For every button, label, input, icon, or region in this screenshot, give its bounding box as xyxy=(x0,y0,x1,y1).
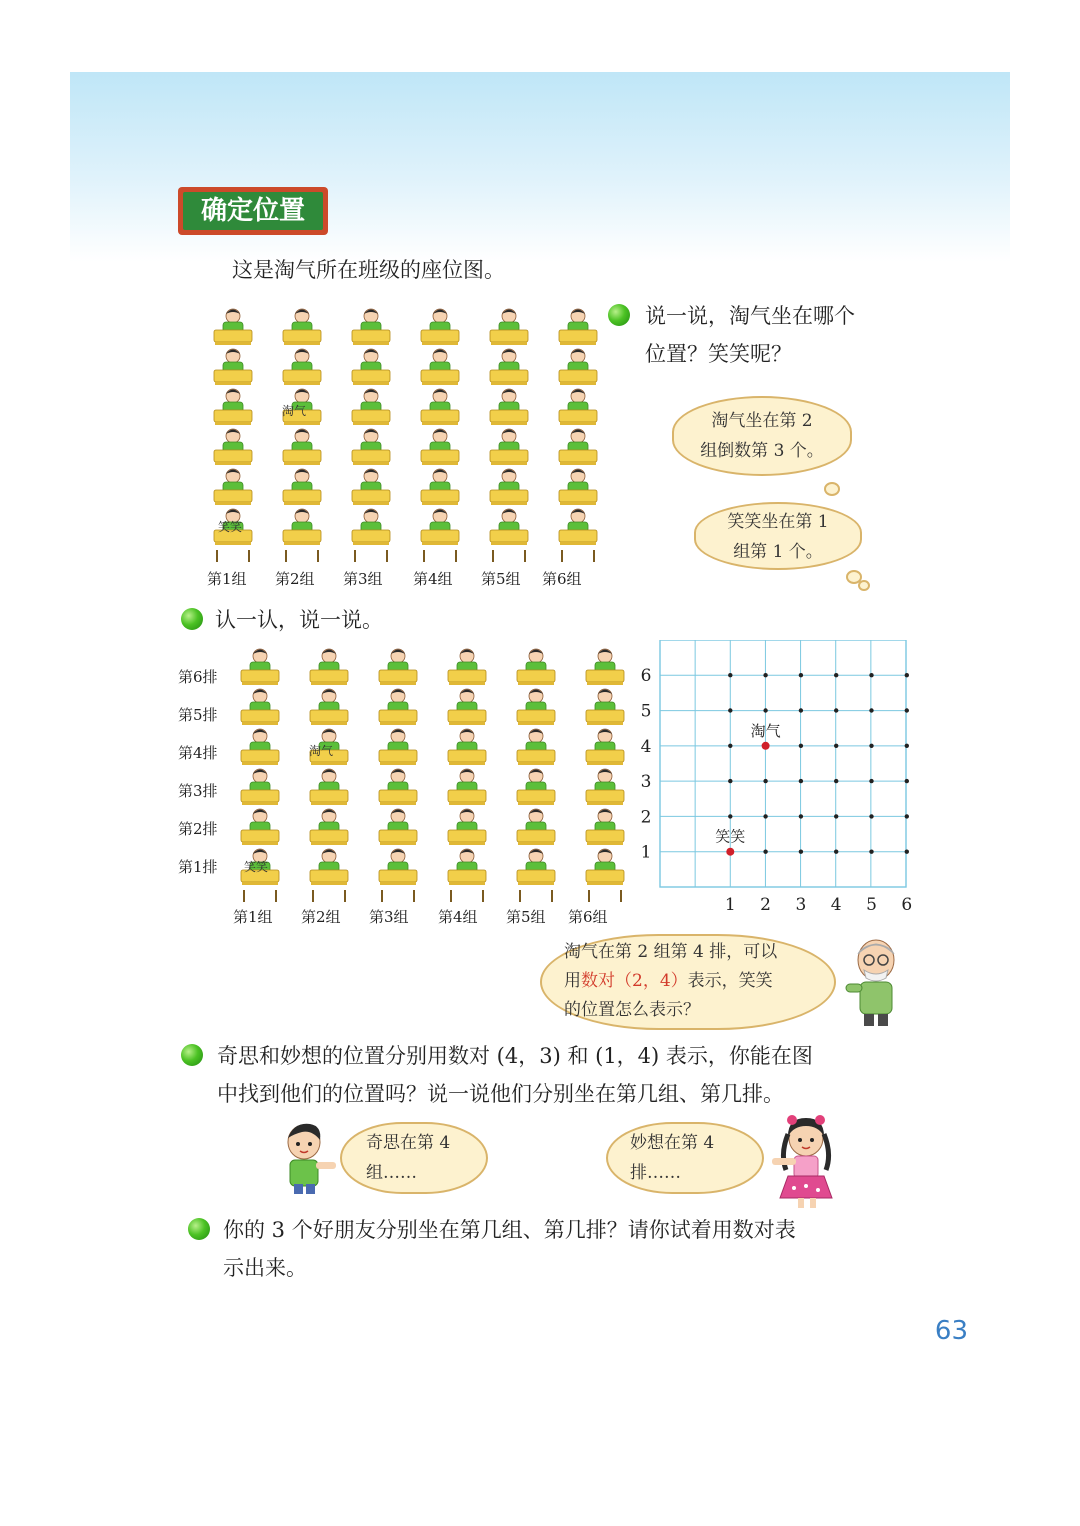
row-label: 第4排 xyxy=(178,744,218,762)
student-seat xyxy=(214,389,252,425)
student-seat xyxy=(379,809,417,845)
seating-chart-1 xyxy=(205,300,605,565)
bubble-text: 用 xyxy=(564,971,581,991)
question-4-line1: 你的 3 个好朋友分别坐在第几组、第几排？请你试着用数对表 xyxy=(223,1218,796,1242)
group-label: 第2组 xyxy=(301,908,341,926)
y-tick-label: 3 xyxy=(640,772,652,793)
student-seat xyxy=(352,509,390,545)
section-2-heading: 认一认，说一说。 xyxy=(215,608,383,632)
grid-point xyxy=(799,744,803,748)
student-seat xyxy=(379,649,417,685)
question-1-line2: 位置？笑笑呢？ xyxy=(645,342,792,366)
student-seat xyxy=(310,769,348,805)
bullet-icon xyxy=(181,608,203,630)
student-seat xyxy=(490,469,528,505)
grid-point xyxy=(799,673,803,677)
page-number: 63 xyxy=(934,1316,968,1346)
student-seat xyxy=(379,729,417,765)
bubble-tail xyxy=(858,580,870,591)
xiaoxiao-point-label: 笑笑 xyxy=(715,827,746,846)
x-tick-label: 5 xyxy=(866,895,877,915)
student-seat xyxy=(283,509,321,545)
page-title: 确定位置 xyxy=(183,192,323,230)
student-seat xyxy=(421,349,459,385)
student-seat xyxy=(421,469,459,505)
student-seat xyxy=(241,689,279,725)
grid-point xyxy=(869,673,873,677)
group-label: 第3组 xyxy=(343,570,383,588)
student-seat xyxy=(586,689,624,725)
grid-point xyxy=(728,744,732,748)
number-pair-highlight: 数对（2，4） xyxy=(581,971,688,991)
student-seat xyxy=(421,389,459,425)
taoqi-point xyxy=(762,742,770,750)
y-tick-label: 1 xyxy=(640,842,652,863)
x-tick-label: 6 xyxy=(901,895,913,915)
student-seat xyxy=(490,429,528,465)
student-seat xyxy=(214,309,252,345)
student-seat xyxy=(421,309,459,345)
question-1-line1: 说一说，淘气坐在哪个 xyxy=(645,304,855,328)
coordinate-grid xyxy=(630,640,920,920)
row-label: 第3排 xyxy=(178,782,218,800)
grid-point xyxy=(869,744,873,748)
row-label: 第5排 xyxy=(178,706,218,724)
y-tick-label: 5 xyxy=(640,701,652,722)
row-label: 第2排 xyxy=(178,820,218,838)
student-seat xyxy=(490,349,528,385)
student-seat xyxy=(283,469,321,505)
grid-point xyxy=(728,814,732,818)
y-tick-label: 6 xyxy=(640,666,652,687)
student-seat xyxy=(586,849,624,885)
student-seat xyxy=(352,469,390,505)
grid-point xyxy=(834,708,838,712)
qisi-boy-figure xyxy=(276,1120,340,1196)
bubble-text: 表示，笑笑 xyxy=(687,971,773,991)
seating-chart-2 xyxy=(232,640,632,902)
student-seat xyxy=(517,849,555,885)
xiaoxiao-seat-tag: 笑笑 xyxy=(244,860,269,874)
student-seat xyxy=(448,689,486,725)
y-tick-label: 2 xyxy=(640,807,652,828)
student-seat xyxy=(448,649,486,685)
question-3-line2: 中找到他们的位置吗？说一说他们分别坐在第几组、第几排。 xyxy=(217,1082,784,1106)
bubble-text: 奇思在第 4 xyxy=(366,1133,451,1153)
title-badge xyxy=(178,187,328,235)
question-3-line1: 奇思和妙想的位置分别用数对 (4，3) 和 (1，4) 表示，你能在图 xyxy=(217,1044,813,1068)
student-seat xyxy=(283,429,321,465)
taoqi-point-label: 淘气 xyxy=(750,721,781,740)
question-4-line2: 示出来。 xyxy=(223,1256,307,1280)
bubble-text: 淘气在第 2 组第 4 排，可以 xyxy=(564,942,778,962)
grid-point xyxy=(905,814,909,818)
grid-point xyxy=(799,708,803,712)
student-seat xyxy=(448,809,486,845)
bubble-text: 淘气坐在第 2 xyxy=(711,411,813,431)
student-seat xyxy=(490,509,528,545)
student-seat xyxy=(586,649,624,685)
bubble-text: 组第 1 个。 xyxy=(733,542,823,562)
grid-point xyxy=(834,814,838,818)
student-seat xyxy=(241,729,279,765)
group-label: 第1组 xyxy=(233,908,273,926)
bubble-text: 妙想在第 4 xyxy=(630,1133,715,1153)
grid-point xyxy=(905,708,909,712)
student-seat xyxy=(352,349,390,385)
grid-point xyxy=(799,814,803,818)
grid-point xyxy=(834,850,838,854)
grid-point xyxy=(869,708,873,712)
grid-point xyxy=(728,708,732,712)
x-tick-label: 4 xyxy=(830,895,842,915)
student-seat xyxy=(310,809,348,845)
student-seat xyxy=(379,849,417,885)
student-seat xyxy=(490,389,528,425)
student-seat xyxy=(379,689,417,725)
bubble-text: 组…… xyxy=(366,1163,417,1183)
student-seat xyxy=(241,649,279,685)
student-seat xyxy=(559,309,597,345)
student-seat xyxy=(559,469,597,505)
row-label: 第1排 xyxy=(178,858,218,876)
grid-point xyxy=(834,673,838,677)
student-seat xyxy=(448,729,486,765)
student-seat xyxy=(586,769,624,805)
y-tick-label: 4 xyxy=(640,736,652,757)
grid-point xyxy=(869,850,873,854)
student-seat xyxy=(586,729,624,765)
grid-point xyxy=(905,850,909,854)
student-seat xyxy=(241,769,279,805)
bullet-icon xyxy=(181,1044,203,1066)
student-seat xyxy=(517,809,555,845)
student-seat xyxy=(517,729,555,765)
grid-point xyxy=(834,744,838,748)
student-seat xyxy=(379,769,417,805)
grid-point xyxy=(905,779,909,783)
student-seat xyxy=(283,349,321,385)
student-seat xyxy=(448,849,486,885)
student-seat xyxy=(310,849,348,885)
group-label: 第5组 xyxy=(481,570,521,588)
xiaoxiao-point xyxy=(726,848,734,856)
group-label: 第2组 xyxy=(275,570,315,588)
group-label: 第3组 xyxy=(369,908,409,926)
student-seat xyxy=(352,309,390,345)
speech-bubble-xiaoxiao xyxy=(694,502,862,570)
student-seat xyxy=(421,429,459,465)
grid-point xyxy=(869,814,873,818)
grid-point xyxy=(763,673,767,677)
grid-point xyxy=(763,708,767,712)
bullet-icon xyxy=(188,1218,210,1240)
grid-point xyxy=(834,779,838,783)
student-seat xyxy=(352,429,390,465)
group-label: 第6组 xyxy=(568,908,608,926)
grid-frame xyxy=(660,640,906,887)
group-label: 第4组 xyxy=(413,570,453,588)
bubble-text xyxy=(564,967,834,996)
student-seat xyxy=(421,509,459,545)
student-seat xyxy=(283,309,321,345)
student-seat xyxy=(214,429,252,465)
bubble-text: 组倒数第 3 个。 xyxy=(700,441,824,461)
grid-point xyxy=(799,850,803,854)
x-tick-label: 2 xyxy=(760,895,772,915)
x-tick-label: 3 xyxy=(795,895,807,915)
grid-point xyxy=(763,814,767,818)
bubble-text: 笑笑坐在第 1 xyxy=(727,512,829,532)
taoqi-seat-tag: 淘气 xyxy=(282,404,307,418)
student-seat xyxy=(310,689,348,725)
student-seat xyxy=(586,809,624,845)
bubble-text: 的位置怎么表示？ xyxy=(564,1000,700,1020)
student-seat xyxy=(517,769,555,805)
grid-point xyxy=(799,779,803,783)
group-label: 第4组 xyxy=(438,908,478,926)
student-seat xyxy=(517,689,555,725)
student-seat xyxy=(448,769,486,805)
bubble-text: 排…… xyxy=(630,1163,681,1183)
xiaoxiao-seat-tag: 笑笑 xyxy=(218,520,243,534)
student-seat xyxy=(517,649,555,685)
grid-point xyxy=(905,744,909,748)
student-seat xyxy=(214,349,252,385)
grid-point xyxy=(763,850,767,854)
student-seat xyxy=(352,389,390,425)
student-seat xyxy=(559,509,597,545)
student-seat xyxy=(490,309,528,345)
grid-point xyxy=(905,673,909,677)
student-seat xyxy=(559,349,597,385)
speech-bubble-teacher xyxy=(540,934,836,1030)
speech-bubble-qisi xyxy=(340,1122,488,1194)
intro-text: 这是淘气所在班级的座位图。 xyxy=(232,258,505,282)
group-label: 第1组 xyxy=(207,570,247,588)
grid-point xyxy=(763,779,767,783)
bullet-icon xyxy=(608,304,630,326)
student-seat xyxy=(310,649,348,685)
teacher-figure xyxy=(842,938,910,1028)
grid-point xyxy=(728,779,732,783)
group-label: 第5组 xyxy=(506,908,546,926)
taoqi-seat-tag: 淘气 xyxy=(309,744,334,758)
grid-point xyxy=(869,779,873,783)
row-label: 第6排 xyxy=(178,668,218,686)
student-seat xyxy=(559,389,597,425)
speech-bubble-taoqi xyxy=(672,396,852,476)
x-tick-label: 1 xyxy=(724,895,736,915)
group-label: 第6组 xyxy=(542,570,582,588)
grid-point xyxy=(728,673,732,677)
student-seat xyxy=(214,469,252,505)
speech-bubble-miaoxiang xyxy=(606,1122,764,1194)
student-seat xyxy=(241,809,279,845)
miaoxiang-girl-figure xyxy=(768,1114,844,1210)
student-seat xyxy=(559,429,597,465)
bubble-tail xyxy=(824,482,840,496)
